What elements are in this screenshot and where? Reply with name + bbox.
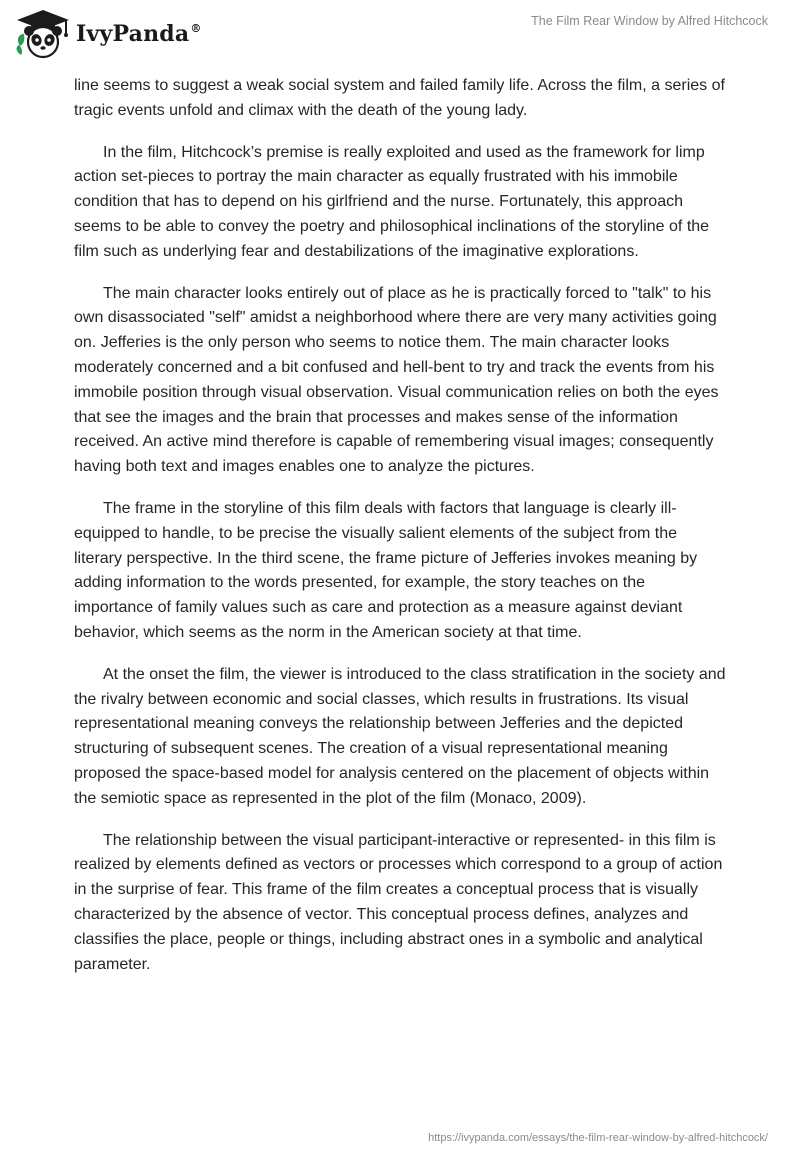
panda-graduate-icon [14,8,72,60]
paragraph: line seems to suggest a weak social system and failed family life. Across the film, a series of tragic events unfold and climax with the death of the young lady. [74,77,725,119]
page-header [0,0,800,70]
source-url[interactable]: https://ivypanda.com/essays/the-film-rear-window-by-alfred-hitchcock/ [428,1132,768,1144]
ivypanda-logo[interactable] [14,8,214,60]
paragraph: The main character looks entirely out of place as he is practically forced to "talk" to his own disassociated "self" amidst a neighborhood where there are very many activities going on. Jefferies is the only person who seems to notice them. The main character looks moderately concerned and a bit confused and hell-bent to try and track the events from his immobile position through visual observation. Visual communication relies on both the eyes that see the images and the brain that processes and makes sense of the information received. An active mind therefore is capable of remembering visual images; consequently having both text and images enables one to analyze the pictures. [74,284,719,476]
essay-body [74,74,726,994]
paragraph: The frame in the storyline of this film deals with factors that language is clearly ill-equipped to handle, to be precise the visually salient elements of the subject from the literary perspective. In the third scene, the frame picture of Jefferies invokes meaning by adding information to the words presented, for example, the story teaches on the importance of family values such as care and protection as a measure against deviant behavior, which seems as the norm in the American society at that time. [74,499,698,641]
paragraph: At the onset the film, the viewer is introduced to the class stratification in the society and the rivalry between economic and social classes, which results in frustrations. Its visual representational meaning conveys the relationship between Jefferies and the depicted structuring of subsequent scenes. The creation of a visual representational meaning proposed the space-based model for analysis centered on the placement of objects within the semiotic space as represented in the plot of the film (Monaco, 2009). [74,665,726,807]
paragraph: The relationship between the visual participant-interactive or represented- in this film is realized by elements defined as vectors or processes which correspond to a group of action in the surprise of fear. This frame of the film creates a conceptual process that is visually characterized by the absence of vector. This conceptual process defines, analyzes and classifies the place, people or things, including abstract ones in a symbolic and analytical parameter. [74,831,723,973]
document-title: The Film Rear Window by Alfred Hitchcock [531,14,768,28]
paragraph: In the film, Hitchcock’s premise is really exploited and used as the framework for limp action set-pieces to portray the main character as equally frustrated with his immobile condition that has to depend on his girlfriend and the nurse. Fortunately, this approach seems to be able to convey the poetry and philosophical inclinations of the storyline of the film such as underlying fear and destabilizations of the imaginative explorations. [74,143,710,260]
logo-text: IvyPanda® [76,21,202,47]
